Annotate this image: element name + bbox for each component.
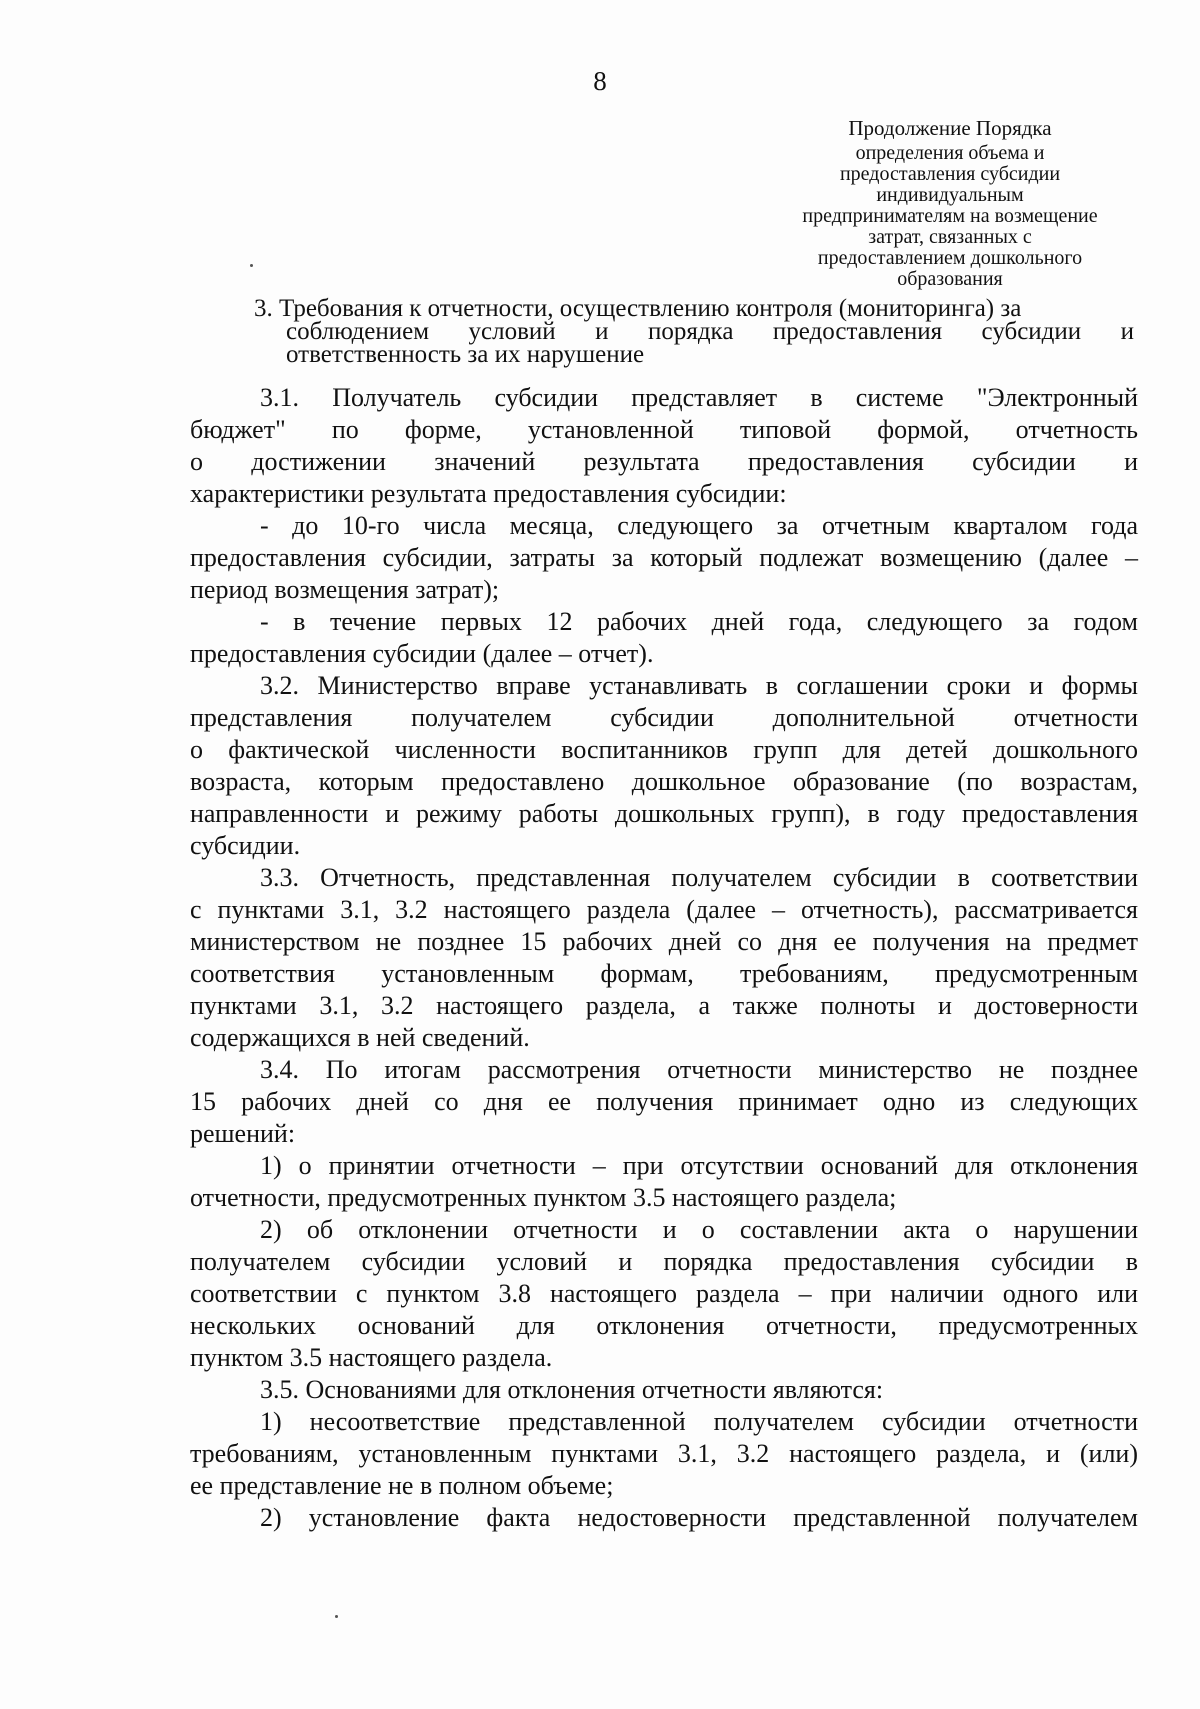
header-note-line: предпринимателям на возмещение xyxy=(802,205,1098,227)
section-title-line: соблюдением условий и порядка предоставления субсидии и xyxy=(286,318,1134,345)
text-line: 1) несоответствие представленной получателем субсидии отчетности xyxy=(260,1407,1138,1436)
header-note-line: индивидуальным xyxy=(876,184,1024,206)
text-line: соответствии с пунктом 3.8 настоящего раздела – при наличии одного или xyxy=(190,1279,1138,1308)
text-line: требованиям, установленным пунктами 3.1, 3.2 настоящего раздела, и (или) xyxy=(190,1439,1138,1468)
text-line: возраста, которым предоставлено дошкольное образование (по возрастам, xyxy=(190,767,1138,796)
text-line: 3.2. Министерство вправе устанавливать в соглашении сроки и формы xyxy=(260,671,1138,700)
text-line: пунктами 3.1, 3.2 настоящего раздела, а также полноты и достоверности xyxy=(190,991,1138,1020)
scan-speck xyxy=(250,264,253,267)
text-line: содержащихся в ней сведений. xyxy=(190,1023,530,1052)
section-title-line: 3. Требования к отчетности, осуществлению контроля (мониторинга) за xyxy=(254,295,1022,322)
header-note-line: затрат, связанных с xyxy=(868,226,1032,248)
header-note-line: Продолжение Порядка xyxy=(848,116,1052,140)
text-line: представления получателем субсидии дополнительной отчетности xyxy=(190,703,1138,732)
header-note-line: образования xyxy=(897,268,1003,290)
text-line: 3.4. По итогам рассмотрения отчетности министерство не позднее xyxy=(260,1055,1138,1084)
text-line: - до 10-го числа месяца, следующего за отчетным кварталом года xyxy=(260,511,1138,540)
text-line: бюджет" по форме, установленной типовой формой, отчетность xyxy=(190,415,1138,444)
text-line: предоставления субсидии (далее – отчет). xyxy=(190,639,654,668)
text-line: 1) о принятии отчетности – при отсутствии оснований для отклонения xyxy=(260,1151,1138,1180)
scan-speck xyxy=(335,1615,338,1618)
text-line: соответствия установленным формам, требованиям, предусмотренным xyxy=(190,959,1138,988)
text-line: министерством не позднее 15 рабочих дней со дня ее получения на предмет xyxy=(190,927,1138,956)
text-line: - в течение первых 12 рабочих дней года, следующего за годом xyxy=(260,607,1138,636)
text-line: 2) об отклонении отчетности и о составлении акта о нарушении xyxy=(260,1215,1138,1244)
text-line: о достижении значений результата предоставления субсидии и xyxy=(190,447,1138,476)
text-line: субсидии. xyxy=(190,831,301,860)
document-body xyxy=(190,382,1138,1534)
header-note-line: предоставлением дошкольного xyxy=(817,247,1083,269)
header-note-line: определения объема и xyxy=(855,142,1045,164)
section-title xyxy=(254,297,1134,366)
text-line: с пунктами 3.1, 3.2 настоящего раздела (далее – отчетность), рассматривается xyxy=(190,895,1138,924)
text-line: период возмещения затрат); xyxy=(190,575,500,604)
text-line: нескольких оснований для отклонения отчетности, предусмотренных xyxy=(190,1311,1138,1340)
text-line: пунктом 3.5 настоящего раздела. xyxy=(190,1343,553,1372)
text-line: предоставления субсидии, затраты за который подлежат возмещению (далее – xyxy=(190,543,1138,572)
text-line: 2) установление факта недостоверности представленной получателем xyxy=(260,1503,1138,1532)
text-line: характеристики результата предоставления субсидии: xyxy=(190,479,787,508)
text-line: 3.1. Получатель субсидии представляет в системе "Электронный xyxy=(260,383,1138,412)
text-line: 15 рабочих дней со дня ее получения принимает одно из следующих xyxy=(190,1087,1138,1116)
text-line: ее представление не в полном объеме; xyxy=(190,1471,614,1500)
text-line: о фактической численности воспитанников групп для детей дошкольного xyxy=(190,735,1138,764)
page-number: 8 xyxy=(593,66,607,96)
text-line: направленности и режиму работы дошкольных групп), в году предоставления xyxy=(190,799,1138,828)
section-title-line: ответственность за их нарушение xyxy=(286,341,645,368)
header-note-line: предоставления субсидии xyxy=(839,163,1061,185)
text-line: решений: xyxy=(190,1119,296,1148)
text-line: получателем субсидии условий и порядка предоставления субсидии в xyxy=(190,1247,1138,1276)
text-line: отчетности, предусмотренных пунктом 3.5 настоящего раздела; xyxy=(190,1183,897,1212)
text-line: 3.3. Отчетность, представленная получателем субсидии в соответствии xyxy=(260,863,1138,892)
text-line: 3.5. Основаниями для отклонения отчетности являются: xyxy=(260,1375,884,1404)
header-note xyxy=(760,118,1140,290)
